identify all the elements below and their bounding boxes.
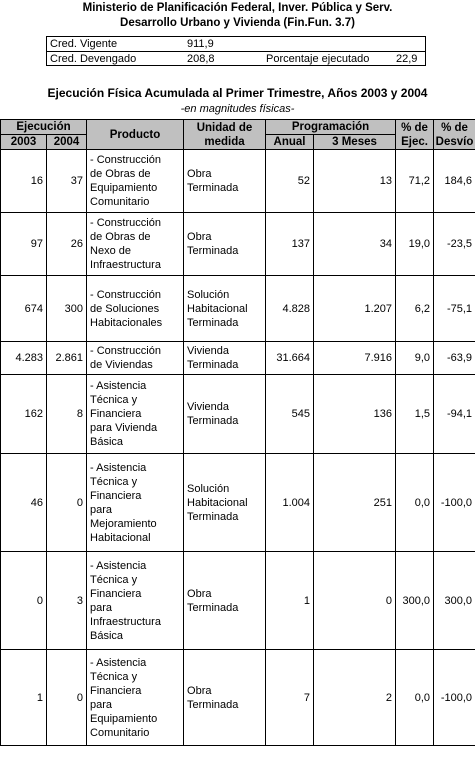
section-note: -en magnitudes físicas- [180, 103, 295, 115]
porcentaje-value: 22,9 [396, 53, 418, 65]
cell-2004-text: 26 [70, 238, 84, 250]
ministry-title: Ministerio de Planificación Federal, Inver. Pública y Serv. [82, 2, 393, 14]
cell-pct-desvio-text: -94,1 [446, 408, 473, 420]
cell-unidad [184, 552, 266, 650]
credit-devengado-value: 208,8 [187, 53, 215, 65]
cell-producto [87, 552, 184, 650]
cell-pct-desvio-text: 300,0 [444, 594, 473, 607]
cell-3-meses-text: 136 [373, 408, 393, 420]
cell-2004-text: 3 [76, 594, 84, 607]
cell-producto-text: - Asistencia Técnica y Financiera para Equipamiento Comunitario [90, 656, 158, 739]
cell-pct-desvio-text: 184,6 [444, 175, 473, 187]
cell-pct-ejec-text: 71,2 [408, 175, 431, 187]
cell-3-meses [314, 342, 396, 375]
cell-pct-desvio-text: -100,0 [440, 691, 473, 704]
cell-2004 [47, 375, 87, 454]
cell-2004 [47, 276, 87, 342]
program-title: Desarrollo Urbano y Vivienda (Fin.Fun. 3.7) [120, 17, 355, 29]
cell-2003 [1, 150, 47, 213]
cell-anual-text: 31.664 [276, 352, 311, 364]
cell-anual-text: 137 [291, 238, 311, 250]
table-row [1, 213, 475, 276]
cell-2004-text: 300 [64, 302, 84, 315]
cell-2004 [47, 342, 87, 375]
cell-unidad [184, 276, 266, 342]
cell-2003 [1, 213, 47, 276]
cell-pct-desvio [434, 375, 475, 454]
cell-anual-text: 4.828 [282, 302, 311, 315]
cell-2003 [1, 276, 47, 342]
cell-anual-text: 545 [291, 408, 311, 420]
cell-3-meses [314, 213, 396, 276]
cell-2004 [47, 213, 87, 276]
cell-unidad [184, 213, 266, 276]
table-row [1, 276, 475, 342]
cell-2004 [47, 454, 87, 552]
header-pct-ejec-text: % de Ejec. [401, 121, 428, 148]
cell-unidad-text: Vivienda Terminada [187, 345, 239, 371]
cell-pct-desvio [434, 276, 475, 342]
cell-producto-text: - Asistencia Técnica y Financiera para Mejoramiento Habitacional [90, 461, 157, 544]
cell-3-meses-text: 7.916 [364, 352, 393, 364]
cell-2004 [47, 150, 87, 213]
cell-pct-ejec [396, 650, 434, 746]
cell-pct-ejec [396, 213, 434, 276]
cell-anual [266, 213, 314, 276]
cell-producto [87, 276, 184, 342]
cell-2003-text: 16 [30, 175, 43, 187]
cell-anual [266, 650, 314, 746]
cell-anual [266, 552, 314, 650]
cell-3-meses [314, 552, 396, 650]
table-body [1, 150, 475, 746]
table-row [1, 342, 475, 375]
cell-pct-desvio-text: -63,9 [446, 352, 473, 364]
header-ejecucion: Ejecución [1, 120, 87, 135]
cell-2004-text: 8 [76, 408, 84, 420]
cell-unidad-text: Vivienda Terminada [187, 401, 239, 427]
cell-pct-ejec-text: 19,0 [408, 238, 431, 250]
cell-pct-ejec [396, 150, 434, 213]
cell-3-meses-text: 1.207 [364, 302, 393, 315]
cell-producto [87, 150, 184, 213]
table-row [1, 454, 475, 552]
cell-anual [266, 276, 314, 342]
header-3-meses: 3 Meses [314, 135, 396, 150]
cell-producto-text: - Construcción de Viviendas [90, 345, 161, 371]
cell-pct-desvio [434, 213, 475, 276]
cell-producto [87, 213, 184, 276]
table-row [1, 552, 475, 650]
cell-unidad [184, 650, 266, 746]
cell-3-meses [314, 650, 396, 746]
cell-anual-text: 1 [303, 594, 311, 607]
cell-3-meses [314, 375, 396, 454]
cell-pct-ejec-text: 0,0 [414, 691, 431, 704]
cell-unidad [184, 150, 266, 213]
cell-pct-ejec-text: 1,5 [414, 408, 431, 420]
cell-pct-ejec-text: 9,0 [414, 352, 431, 364]
cell-unidad [184, 375, 266, 454]
cell-pct-desvio-text: -23,5 [446, 238, 473, 250]
cell-anual [266, 375, 314, 454]
table-row [1, 650, 475, 746]
header-programacion: Programación [266, 120, 396, 135]
cell-producto-text: - Asistencia Técnica y Financiera para Infraestructura Básica [90, 559, 161, 642]
cell-3-meses-text: 34 [379, 238, 393, 250]
cell-anual-text: 1.004 [282, 496, 311, 509]
cell-2004 [47, 650, 87, 746]
credit-vigente-label: Cred. Vigente [50, 38, 118, 50]
cell-2004-text: 37 [70, 175, 84, 187]
cell-2003-text: 97 [30, 238, 43, 250]
cell-3-meses-text: 0 [385, 594, 393, 607]
cell-3-meses [314, 276, 396, 342]
cell-2004-text: 2.861 [55, 352, 84, 364]
cell-2003 [1, 375, 47, 454]
cell-unidad-text: Obra Terminada [187, 684, 239, 711]
cell-pct-desvio [434, 150, 475, 213]
cell-2003-text: 4.283 [15, 352, 43, 364]
cell-anual-text: 7 [303, 691, 311, 704]
credit-vigente-row [47, 37, 425, 52]
cell-2003-text: 0 [36, 594, 43, 607]
header-anual: Anual [266, 135, 314, 150]
cell-2003-text: 46 [30, 496, 43, 509]
cell-pct-desvio-text: -75,1 [446, 302, 473, 315]
table-row [1, 150, 475, 213]
cell-unidad-text: Obra Terminada [187, 168, 239, 194]
cell-pct-desvio [434, 342, 475, 375]
cell-pct-ejec [396, 375, 434, 454]
cell-pct-desvio [434, 454, 475, 552]
cell-2003-text: 1 [36, 691, 43, 704]
cell-3-meses-text: 2 [385, 691, 393, 704]
header-pct-desvio [434, 120, 475, 150]
cell-2003-text: 674 [24, 302, 43, 315]
header-unidad-text: Unidad de medida [196, 121, 253, 148]
credit-vigente-value: 911,9 [187, 38, 214, 50]
cell-2004-text: 0 [76, 496, 84, 509]
cell-producto [87, 454, 184, 552]
header-pct-desvio-text: % de Desvío [435, 121, 474, 148]
cell-pct-ejec [396, 552, 434, 650]
credit-devengado-row [47, 52, 425, 66]
cell-3-meses-text: 251 [373, 496, 393, 509]
cell-3-meses [314, 150, 396, 213]
header-2004: 2004 [47, 135, 87, 150]
cell-unidad [184, 454, 266, 552]
cell-unidad-text: Obra Terminada [187, 587, 239, 614]
cell-anual [266, 342, 314, 375]
cell-2003 [1, 342, 47, 375]
cell-anual [266, 150, 314, 213]
cell-pct-desvio [434, 650, 475, 746]
header-producto: Producto [87, 120, 184, 150]
cell-2004-text: 0 [76, 691, 84, 704]
cell-pct-ejec [396, 342, 434, 375]
cell-pct-ejec [396, 454, 434, 552]
cell-pct-ejec-text: 0,0 [414, 496, 431, 509]
cell-pct-desvio [434, 552, 475, 650]
cell-pct-ejec [396, 276, 434, 342]
credit-devengado-label: Cred. Devengado [50, 53, 137, 65]
cell-producto [87, 342, 184, 375]
cell-anual [266, 454, 314, 552]
cell-producto-text: - Asistencia Técnica y Financiera para Vivienda Básica [90, 380, 158, 448]
cell-unidad-text: Solución Habitacional Terminada [187, 482, 248, 523]
cell-3-meses-text: 13 [379, 175, 393, 187]
cell-producto [87, 650, 184, 746]
cell-unidad-text: Solución Habitacional Terminada [187, 288, 248, 329]
cell-producto-text: - Construcción de Obras de Equipamiento Comunitario [90, 154, 161, 208]
cell-pct-ejec-text: 300,0 [402, 594, 431, 607]
cell-producto-text: - Construcción de Soluciones Habitacionales [90, 288, 163, 329]
cell-producto-text: - Construcción de Obras de Nexo de Infraestructura [90, 217, 161, 271]
execution-table [0, 119, 475, 746]
table-row [1, 375, 475, 454]
cell-pct-desvio-text: -100,0 [440, 496, 473, 509]
porcentaje-label: Porcentaje ejecutado [266, 53, 370, 65]
header-pct-ejec [396, 120, 434, 150]
cell-2003 [1, 650, 47, 746]
cell-2003 [1, 552, 47, 650]
cell-3-meses [314, 454, 396, 552]
cell-unidad [184, 342, 266, 375]
section-title: Ejecución Física Acumulada al Primer Trimestre, Años 2003 y 2004 [47, 86, 428, 100]
cell-pct-ejec-text: 6,2 [414, 302, 431, 315]
cell-2003-text: 162 [24, 408, 43, 420]
header-2003: 2003 [1, 135, 47, 150]
cell-producto [87, 375, 184, 454]
header-unidad [184, 120, 266, 150]
cell-2003 [1, 454, 47, 552]
credit-summary-box [46, 36, 426, 66]
cell-anual-text: 52 [297, 175, 311, 187]
cell-2004 [47, 552, 87, 650]
cell-unidad-text: Obra Terminada [187, 231, 239, 257]
